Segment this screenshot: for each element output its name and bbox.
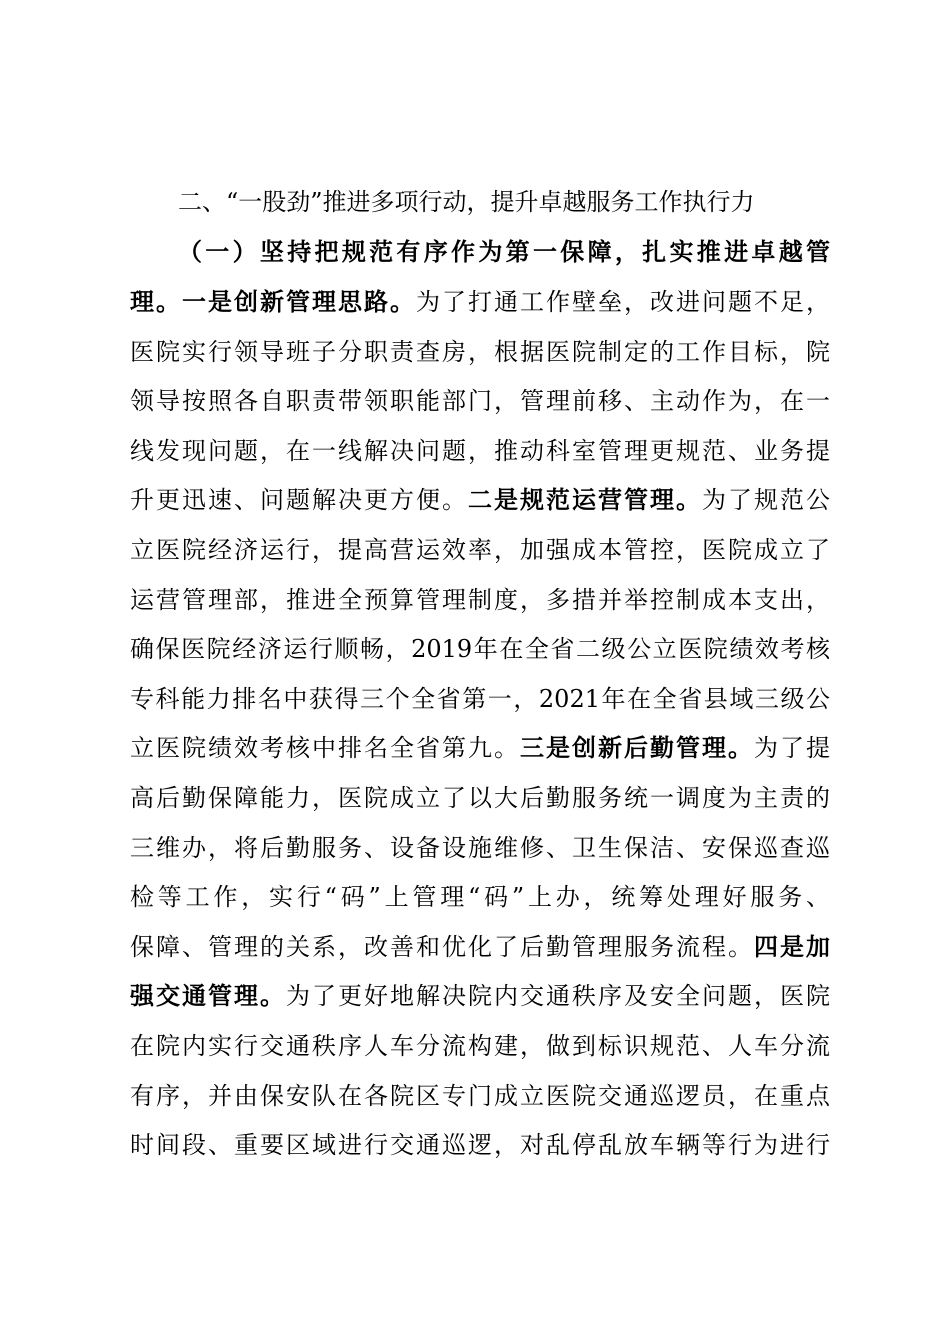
text-run: 为了打通工作壁垒，改进问题不足，	[416, 288, 830, 316]
text-run: 领导按照各自职责带领职能部门，管理前移、主动作为，在一	[130, 387, 830, 415]
bold-run: 理。一是创新管理思路。	[130, 287, 416, 316]
text-run: 立医院绩效考核中排名全省第九。	[130, 734, 520, 762]
text-run: 时间段、重要区域进行交通巡逻，对乱停乱放车辆等行为进行	[130, 1131, 830, 1159]
body-line	[130, 683, 830, 715]
text-run: 三维办，将后勤服务、设备设施维修、卫生保洁、安保巡查巡	[130, 834, 830, 862]
text-run: 确保医院经济运行顺畅，2019年在全省二级公立医院绩效考核	[130, 635, 830, 663]
body-line	[130, 832, 830, 864]
body-line	[130, 931, 830, 963]
body-line	[130, 732, 830, 764]
text-run: 在院内实行交通秩序人车分流构建，做到标识规范、人车分流	[130, 1032, 830, 1060]
body-line	[130, 286, 830, 318]
section-heading: 二、“一股劲”推进多项行动，提升卓越服务工作执行力	[178, 188, 755, 216]
text-run: 为了规范公	[702, 486, 830, 514]
body-line	[130, 385, 830, 417]
body-line	[130, 633, 830, 665]
bold-run: 三是创新后勤管理。	[520, 733, 754, 762]
text-run: 医院实行领导班子分职责查房，根据医院制定的工作目标，院	[130, 338, 830, 366]
body-line	[130, 1080, 830, 1112]
bold-run: 二是规范运营管理。	[468, 485, 702, 514]
text-run: 有序，并由保安队在各院区专门成立医院交通巡逻员，在重点	[130, 1082, 830, 1110]
body-line	[130, 1129, 830, 1161]
body-line	[130, 980, 830, 1012]
body-line	[130, 435, 830, 467]
text-run: 运营管理部，推进全预算管理制度，多措并举控制成本支出，	[130, 586, 830, 614]
text-run: 立医院经济运行，提高营运效率，加强成本管控，医院成立了	[130, 536, 830, 564]
text-run: 升更迅速、问题解决更方便。	[130, 486, 468, 514]
text-run: 检等工作，实行“码”上管理“码”上办，统筹处理好服务、	[130, 883, 830, 911]
body-line	[130, 534, 830, 566]
bold-run: 四是加	[754, 932, 830, 961]
body-line	[130, 584, 830, 616]
text-run: 专科能力排名中获得三个全省第一，2021年在全省县域三级公	[130, 685, 830, 713]
text-run: 高后勤保障能力，医院成立了以大后勤服务统一调度为主责的	[130, 784, 830, 812]
body-line	[130, 484, 830, 516]
body-line	[130, 1030, 830, 1062]
body-line	[130, 336, 830, 368]
subsection-heading: （一）坚持把规范有序作为第一保障，扎实推进卓越管	[178, 237, 830, 266]
text-run: 保障、管理的关系，改善和优化了后勤管理服务流程。	[130, 933, 754, 961]
text-run: 为了更好地解决院内交通秩序及安全问题，医院	[286, 982, 830, 1010]
body-line	[130, 881, 830, 913]
body-line	[130, 782, 830, 814]
text-run: 线发现问题，在一线解决问题，推动科室管理更规范、业务提	[130, 437, 830, 465]
bold-run: 强交通管理。	[130, 981, 286, 1010]
text-run: 为了提	[754, 734, 830, 762]
